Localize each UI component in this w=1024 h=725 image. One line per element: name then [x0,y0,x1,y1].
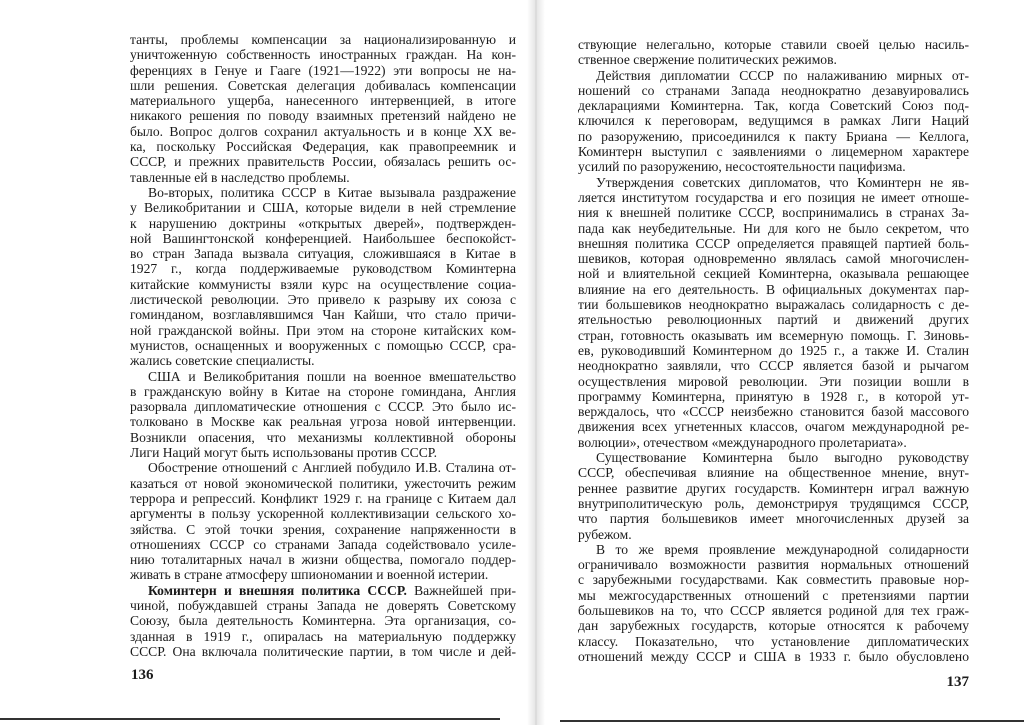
text-line: программу Коминтерна, принятую в 1928 г., в которой ут- [578,388,969,404]
page-text [130,32,516,659]
text-line: тавленные ей в наследство проблемы. [130,169,350,185]
text-line: Существование Коминтерна было выгодно руководству [596,450,969,466]
text-line: дан зарубежных государств, которые относятся к рабочему [578,618,969,634]
text-line: ния к внешней политике СССР, воспринимались в странах За- [578,205,969,221]
text-line: тии большевиков неоднократно выражалась солидарность с де- [578,297,969,313]
text-line: ограничивало возможности развития нормальных отношений [578,557,969,573]
text-line: ственное свержение политических режимов. [578,52,837,68]
text-line: внутриполитическую роль, демонстрируя трудящимся СССР, [578,495,969,511]
paragraph [578,175,969,450]
text-line: гоминданом, возглавлявшимся Чан Кайши, что стало причи- [130,307,516,323]
text-line: с зарубежными государствами. Как совместить правовые нор- [578,572,969,588]
text-line: чиной, побуждавшей страны Запада не доверять Советскому [130,597,516,613]
text-line: ной и влиятельной секцией Коминтерна, оказывала решающее [578,266,969,282]
text-line: осуществления мировой революции. Эти позиции вошли в [578,373,969,389]
text-line: толковано в Москве как реальная угроза новой интервенции. [130,414,516,430]
text-line: реннее развитие других государств. Коминтерн играл важную [578,480,969,496]
text-line: ключился к переговорам, ведущимся в рамках Лиги Наций [578,113,969,129]
text-line: к нарушению доктрины «открытых дверей», подтвержден- [130,215,516,231]
text-line: Действия дипломатии СССР по налаживанию мирных от- [596,67,969,83]
text-line: волюции», отечеством «международного пролетариата». [578,434,907,450]
text-line: в гражданскую войну в Китае на стороне гоминдана, Англия [130,383,516,399]
text-line: аргументы в пользу ускоренной коллективизации сельского хо- [130,506,516,522]
text-line: ка, поскольку Российская Федерация, как правопреемник и [130,139,516,155]
text-line: Лиги Наций могут быть использованы против СССР. [130,445,438,461]
text-line: СССР, обеспечивая влияние на общественное мнение, внут- [578,465,969,481]
text-line: декларациями Коминтерна. Так, когда Советский Союз под- [578,98,969,114]
text-line: что партия большевиков имеет многочисленных друзей за [578,511,969,527]
text-line: 1927 г., когда поддерживаемые руководством Коминтерна [130,261,516,277]
text-line: В то же время проявление международной солидарности [596,541,969,557]
text-line: во стран Запада вызвала ситуация, сложившаяся в Китае в [130,246,516,262]
text-line: движения всех угнетенных классов, очагом международной ре- [578,419,969,435]
text-line: шли решения. Советская делегация добивалась компенсации [130,77,516,93]
text-line: отношениях СССР со странами Запада содействовало усиле- [130,536,516,552]
text-line: неоднократно заявляли, что СССР является базой и рычагом [578,358,969,374]
text-line: ятельностью революционных партий и движений других [578,312,969,328]
text-line: Коминтерн выступил с заявлениями о лицемерном характере [578,144,969,160]
paragraph [578,450,969,542]
text-line: ляется институтом государства и его позиция не имеет отноше- [578,189,969,205]
text-line: мунистов, оснащенных и вооруженных с помощью СССР, сра- [130,337,516,353]
page-number: 136 [131,667,154,683]
paragraph [578,542,969,664]
text-line: ференциях в Генуе и Гааге (1921—1922) эти вопросы не на- [130,62,516,78]
page-number: 137 [946,674,969,690]
text-line: террора и репрессий. Конфликт 1929 г. на границе с Китаем дал [130,490,516,506]
text-line: было. Вопрос долгов сохранил актуальность и в конце XX ве- [130,123,516,139]
text-line: по разоружению, присоединился к пакту Бриана — Келлога, [578,128,969,144]
text-line: жались советские специалисты. [130,353,315,369]
text-line: уничтоженную собственность иностранных граждан. На кон- [130,47,516,63]
text-line: СССР, и прежних правительств России, обязалась решить ос- [130,154,516,170]
text-line: верждалось, что «СССР неизбежно становится базой массового [578,404,969,420]
text-line: зяйства. С этой точки зрения, сохранение напряженности в [130,521,516,537]
section-heading: Коминтерн и внешняя политика СССР. [148,582,407,598]
text-line: внешняя политика СССР определяется правящей партией боль- [578,235,969,251]
text-line: Союзу, была деятельность Коминтерна. Эта организация, со- [130,613,516,629]
paragraph [578,37,969,68]
text-line: ношений со странами Запада неоднократно дезавуировались [578,82,969,98]
text-line: Возникли опасения, что механизмы коллективной обороны [130,429,516,445]
text-line: Обострение отношений с Англией побудило И.В. Сталина от- [148,460,516,476]
text-line: зданная в 1919 г., опиралась на материальную поддержку [130,628,516,644]
text-line: ствующие нелегально, которые ставили своей целью насиль- [578,37,969,52]
text-line: мы межгосударственных отношений с претензиями партии [578,587,969,603]
paragraph [130,185,516,369]
text-line: у Великобритании и США, которые видели в ней стремление [130,200,516,216]
text-line: отношений между СССР и США в 1933 г. было обусловлено [578,648,969,664]
text-line-rest: Важнейшей при- [406,582,516,598]
text-line: ной гражданской войны. При этом на стороне китайских ком- [130,322,516,338]
text-line: стран, готовность оказывать им всемерную помощь. Г. Зиновь- [578,327,969,343]
text-line: материального ущерба, нанесенного интервенцией, в итоге [130,93,516,109]
text-line: США и Великобритания пошли на военное вмешательство [148,368,516,384]
paragraph [130,369,516,461]
text-line: рубежом. [578,526,632,542]
text-line: классу. Показательно, что установление дипломатических [578,633,969,649]
text-line: ев, руководивший Коминтерном до 1925 г., а также И. Сталин [578,342,969,358]
book-spine-fold [527,0,545,725]
text-line: никакого решения по поводу взаимных претензий найдено не [130,108,516,124]
text-line: танты, проблемы компенсации за национализированную и [130,32,516,47]
page-text [578,37,969,664]
paragraph [578,68,969,175]
text-line: Утверждения советских дипломатов, что Коминтерн не яв- [596,174,969,190]
paragraph [130,32,516,185]
page-right [578,0,969,725]
text-line: шевиков, которая одновременно являлась самой многочислен- [578,251,969,267]
text-line: живать в стране атмосферу шпиономании и военной истерии. [130,567,489,583]
text-line: большевиков на то, что СССР является родиной для тех граж- [578,602,969,618]
text-line: влияние на его деятельность. В официальных документах пар- [578,281,969,297]
text-line: усилий по разоружению, несостоятельности пацифизма. [578,159,906,175]
text-line: нию тоталитарных начал в жизни общества, помогало поддер- [130,552,516,568]
text-line: СССР. Она включала политические партии, в том числе и дей- [130,643,516,659]
text-line: листической революции. Это привело к разрыву их союза с [130,292,516,308]
text-line: казаться от новой экономической политики, ужесточить режим [130,475,516,491]
page-left [130,0,516,725]
text-line [130,583,516,598]
text-line: пада как неубедительные. Ни для кого не было секретом, что [578,220,969,236]
paragraph [130,460,516,582]
text-line: разорвала дипломатические отношения с СССР. Это было ис- [130,399,516,415]
text-line: Во-вторых, политика СССР в Китае вызывала раздражение [148,184,516,200]
text-line: ной Вашингтонской конференцией. Наибольшее беспокойст- [130,230,516,246]
text-line: китайские коммунисты взяли курс на осуществление социа- [130,276,516,292]
section-heading-paragraph [130,583,516,659]
